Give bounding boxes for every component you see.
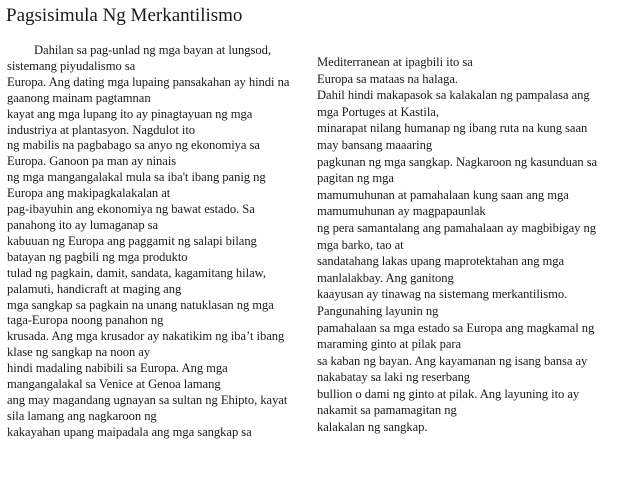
page-title: Pagsisimula Ng Merkantilismo — [6, 5, 243, 26]
text-line: ang may magandang ugnayan sa sultan ng Ehipto, kayat — [7, 392, 288, 407]
left-column — [7, 43, 311, 441]
text-line: palamuti, handicraft at maging ang — [7, 281, 182, 296]
text-line: tulad ng pagkain, damit, sandata, kagamitang hilaw, — [7, 265, 266, 280]
text-line: sila lamang ang nagkaroon ng — [7, 408, 157, 423]
text-line: pag-ibayuhin ang ekonomiya ng bawat estado. Sa — [7, 202, 255, 217]
text-line: Europa ang makipagkalakalan at — [7, 186, 171, 201]
text-line: Europa. Ganoon pa man ay ninais — [7, 154, 177, 169]
right-column — [317, 54, 635, 436]
text-line: pagkunan ng mga sangkap. Nagkaroon ng kasunduan sa — [317, 154, 598, 169]
text-line: kabuuan ng Europa ang paggamit ng salapi bilang — [7, 233, 257, 248]
text-line: Pangunahing layunin ng — [317, 303, 439, 318]
text-line: kaayusan ay tinawag na sistemang merkantilismo. — [317, 287, 568, 302]
text-line: mamumuhunan at pamahalaan kung saan ang mga — [317, 187, 569, 202]
text-line: krusada. Ang mga krusador ay nakatikim ng iba’t ibang — [7, 329, 285, 344]
text-line: mga sangkap sa pagkain na unang natuklasan ng mga — [7, 297, 274, 312]
text-line: mangangalakal sa Venice at Genoa lamang — [7, 377, 221, 392]
text-line: gaanong mainam pagtamnan — [7, 90, 151, 105]
text-line: kakayahan upang maipadala ang mga sangkap sa — [7, 424, 252, 439]
text-line: klase ng sangkap na noon ay — [7, 345, 151, 360]
text-line: kayat ang mga lupang ito ay pinagtayuan ng mga — [7, 106, 253, 121]
text-line: Mediterranean at ipagbili ito sa — [317, 55, 473, 69]
text-line: Dahil hindi makapasok sa kalakalan ng pampalasa ang — [317, 88, 590, 103]
text-line: pagitan ng mga — [317, 171, 394, 186]
text-line: nakamit sa pamamagitan ng — [317, 403, 457, 418]
text-line: mamumuhunan ay magpapaunlak — [317, 204, 486, 219]
text-line: ng pera samantalang ang pamahalaan ay magbibigay ng — [317, 220, 596, 235]
text-line: bullion o dami ng ginto at pilak. Ang layuning ito ay — [317, 386, 580, 401]
text-line: maraming ginto at pilak para — [317, 337, 462, 352]
text-line: Europa. Ang dating mga lupaing pansakahan ay hindi na — [7, 74, 290, 89]
text-line: nakabatay sa laki ng reserbang — [317, 370, 471, 385]
text-line: batayan ng pagbili ng mga produkto — [7, 249, 188, 264]
text-line: panahong ito ay lumaganap sa — [7, 217, 159, 232]
text-line: manlalakbay. Ang ganitong — [317, 270, 454, 285]
text-line: hindi madaling nabibili sa Europa. Ang mga — [7, 361, 228, 376]
text-line: sistemang piyudalismo sa — [7, 58, 136, 73]
text-line: mga barko, tao at — [317, 237, 404, 252]
text-line: ng mga mangangalakal mula sa iba't ibang panig ng — [7, 170, 266, 185]
text-line: sa kaban ng bayan. Ang kayamanan ng isang bansa ay — [317, 353, 588, 368]
text-line: ng mabilis na pagbabago sa anyo ng ekonomiya sa — [7, 138, 260, 153]
text-line: mga Portuges at Kastila, — [317, 104, 439, 119]
text-line: kalakalan ng sangkap. — [317, 420, 428, 435]
text-line: Europa sa mataas na halaga. — [317, 71, 458, 86]
text-line: minarapat nilang humanap ng ibang ruta na kung saan — [317, 121, 588, 136]
text-line: taga-Europa noong panahon ng — [7, 313, 164, 328]
text-line: sandatahang lakas upang maprotektahan ang mga — [317, 254, 565, 269]
text-line: Dahilan sa pag-unlad ng mga bayan at lungsod, — [34, 43, 271, 57]
text-line: may bansang maaaring — [317, 137, 433, 152]
text-line: pamahalaan sa mga estado sa Europa ang magkamal ng — [317, 320, 595, 335]
text-line: industriya at plantasyon. Nagdulot ito — [7, 122, 196, 137]
